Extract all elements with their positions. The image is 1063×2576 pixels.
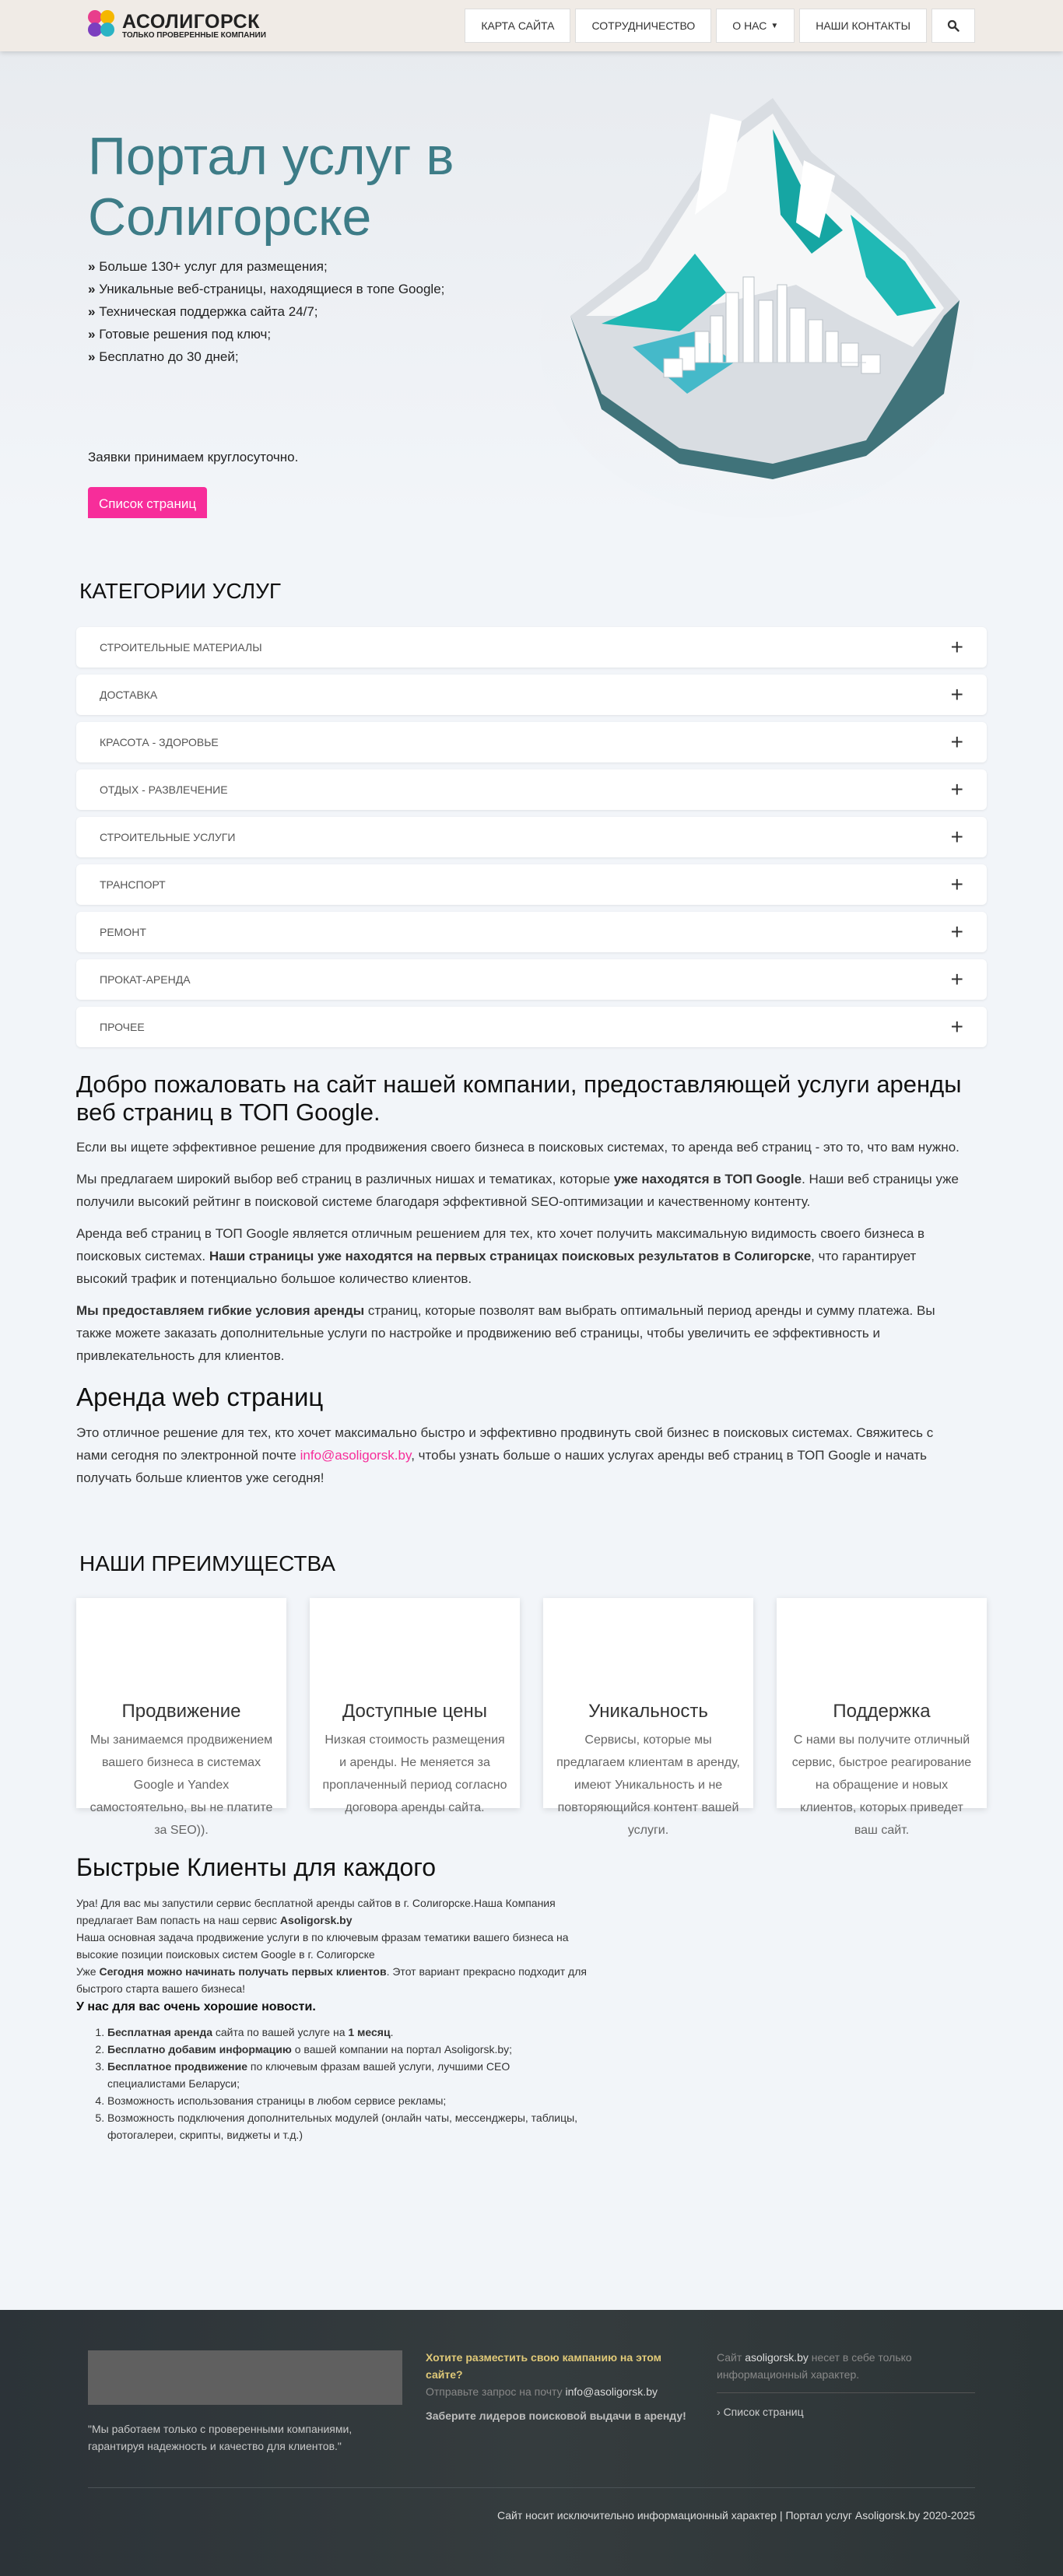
plus-icon: + bbox=[950, 635, 963, 659]
text-span: . bbox=[390, 2026, 394, 2038]
footer-divider bbox=[88, 2487, 975, 2488]
category-label: ТРАНСПОРТ bbox=[100, 878, 166, 891]
text-bold: Бесплатное продвижение bbox=[107, 2060, 247, 2073]
text-span: Отправьте запрос на почту bbox=[426, 2385, 566, 2398]
brand-tagline: ТОЛЬКО ПРОВЕРЕННЫЕ КОМПАНИИ bbox=[122, 30, 266, 40]
welcome-paragraph bbox=[76, 1299, 963, 1367]
plus-icon: + bbox=[950, 730, 963, 754]
text-span: Ура! Для вас мы запустили сервис бесплатной аренды сайтов в г. Солигорске.Наша Компания предлагает Вам попасть на наш сервис bbox=[76, 1897, 556, 1926]
welcome-title: Добро пожаловать на сайт нашей компании, предоставляющей услуги аренды веб страниц в ТОП Google. bbox=[76, 1071, 962, 1126]
footer-highlight: Хотите разместить свою кампанию на этом сайте? bbox=[426, 2351, 662, 2381]
advantage-title: Уникальность bbox=[588, 1701, 708, 1722]
footer-contact-column bbox=[426, 2349, 690, 2422]
hero-feature: » Бесплатно до 30 дней; bbox=[88, 345, 444, 368]
list-item bbox=[107, 2058, 590, 2092]
category-label: СТРОИТЕЛЬНЫЕ МАТЕРИАЛЫ bbox=[100, 641, 262, 654]
footer-logo-placeholder bbox=[88, 2350, 402, 2405]
text-span: несет в себе только информационный характер. bbox=[717, 2351, 912, 2381]
advantage-card bbox=[777, 1598, 987, 1837]
advantage-card bbox=[543, 1598, 753, 1837]
plus-icon: + bbox=[950, 872, 963, 896]
list-item bbox=[107, 2041, 590, 2058]
text-span: Возможность подключения дополнительных модулей (онлайн чаты, мессенджеры, таблицы, фотогалереи, скрипты, виджеты и т.д.) bbox=[107, 2112, 578, 2141]
logo-icon bbox=[88, 10, 119, 41]
advantage-text: С нами вы получите отличный сервис, быстрое реагирование на обращение и новых клиентов, которых приведет ваш сайт. bbox=[791, 1733, 972, 1837]
footer-copyright: Сайт носит исключительно информационный характер | Портал услуг Asoligorsk.by 2020-2025 bbox=[496, 2509, 975, 2522]
text-span: . Наши веб страницы уже получили высокий рейтинг в поисковой системе благодаря эффективной SEO-оптимизации и качественному контенту. bbox=[76, 1172, 959, 1209]
category-construction-services[interactable] bbox=[76, 817, 987, 857]
text-span: , что гарантирует высокий трафик и потенциально большое количество клиентов. bbox=[76, 1249, 917, 1286]
footer-pages-link[interactable] bbox=[717, 2406, 975, 2418]
advantages-title: НАШИ ПРЕИМУЩЕСТВА bbox=[79, 1551, 335, 1575]
text-bold: Asoligorsk.by bbox=[279, 1914, 353, 1926]
email-link[interactable]: info@asoligorsk.by bbox=[300, 1448, 412, 1463]
plus-icon: + bbox=[950, 682, 963, 706]
plus-icon: + bbox=[950, 920, 963, 944]
category-label: ПРОКАТ-АРЕНДА bbox=[100, 973, 191, 986]
text-span: Это отличное решение для тех, кто хочет максимально быстро и эффективно продвинуть свой бизнес в поисковых системах. Свяжитесь с нами сегодня по электронной почте bbox=[76, 1425, 934, 1463]
text-bold: Мы предоставляем гибкие условия аренды bbox=[76, 1303, 365, 1318]
nav-item-cooperation[interactable]: СОТРУДНИЧЕСТВО bbox=[575, 9, 711, 43]
category-leisure[interactable] bbox=[76, 769, 987, 810]
nav-item-sitemap[interactable]: КАРТА САЙТА bbox=[465, 9, 570, 43]
caret-down-icon: ▼ bbox=[770, 21, 779, 30]
text-span: . Этот вариант прекрасно подходит для быстрого старта вашего бизнеса! bbox=[76, 1965, 587, 1995]
clients-paragraph: Наша основная задача продвижение услуги в по ключевым фразам тематики вашего бизнеса на высокие позиции поисковых систем Google в г. Солигорске bbox=[76, 1931, 569, 1961]
text-span: Мы предлагаем широкий выбор веб страниц в различных нишах и тематиках, которые bbox=[76, 1172, 614, 1186]
hero-mountain-image bbox=[539, 82, 975, 518]
category-delivery[interactable] bbox=[76, 675, 987, 715]
text-bold: уже находятся в ТОП Google bbox=[613, 1172, 802, 1186]
text-bold: Наши страницы уже находятся на первых страницах поисковых результатов в Солигорске bbox=[209, 1249, 812, 1263]
list-item bbox=[107, 2109, 590, 2143]
welcome-section bbox=[76, 1071, 963, 1489]
nav-item-about[interactable] bbox=[716, 9, 795, 43]
category-transport[interactable] bbox=[76, 864, 987, 905]
advantages-section bbox=[76, 1551, 987, 1837]
hero-feature: » Готовые решения под ключ; bbox=[88, 323, 444, 345]
clients-subtitle: У нас для вас очень хорошие новости. bbox=[76, 2000, 316, 2013]
footer bbox=[0, 2310, 1063, 2576]
advantage-text: Низкая стоимость размещения и аренды. Не меняется за проплаченный период согласно договора аренды сайта. bbox=[322, 1733, 507, 1814]
plus-icon: + bbox=[950, 1015, 963, 1039]
text-span: о вашей компании на портал Asoligorsk.by; bbox=[291, 2043, 513, 2056]
text-span: , чтобы узнать больше о наших услугах аренды веб страниц в ТОП Google и начать получать больше клиентов уже сегодня! bbox=[76, 1448, 927, 1485]
chevron-right-icon: › bbox=[717, 2406, 724, 2418]
hero-feature: » Техническая поддержка сайта 24/7; bbox=[88, 300, 444, 323]
text-span: сайта по вашей услуге на bbox=[212, 2026, 349, 2038]
clients-section bbox=[76, 1853, 590, 2143]
brand-logo-link[interactable] bbox=[88, 10, 266, 41]
clients-paragraph bbox=[76, 1894, 590, 1929]
categories-accordion bbox=[76, 627, 987, 1047]
footer-quote: "Мы работаем только с проверенными компаниями, гарантируя надежность и качество для клиентов." bbox=[88, 2423, 353, 2452]
category-repair[interactable] bbox=[76, 912, 987, 952]
pages-list-button[interactable]: Список страниц bbox=[88, 487, 207, 518]
rent-paragraph bbox=[76, 1421, 963, 1489]
list-item bbox=[107, 2092, 590, 2109]
list-item bbox=[107, 2024, 590, 2041]
clients-title: Быстрые Клиенты для каждого bbox=[76, 1853, 437, 1881]
footer-email-link[interactable]: info@asoligorsk.by bbox=[565, 2385, 658, 2398]
search-icon bbox=[947, 19, 960, 32]
category-beauty-health[interactable] bbox=[76, 722, 987, 762]
nav-item-about-label: О НАС bbox=[732, 19, 767, 32]
clients-benefits-list bbox=[107, 2024, 590, 2143]
text-bold: Бесплатная аренда bbox=[107, 2026, 212, 2038]
hero-feature: » Больше 130+ услуг для размещения; bbox=[88, 255, 444, 278]
category-label: СТРОИТЕЛЬНЫЕ УСЛУГИ bbox=[100, 831, 236, 843]
text-bold: Сегодня можно начинать получать первых клиентов bbox=[99, 1965, 387, 1978]
hero-feature-list bbox=[88, 255, 444, 368]
advantage-text: Сервисы, которые мы предлагаем клиентам в аренду, имеют Уникальность и не повторяющийся контент вашей услуги. bbox=[556, 1733, 740, 1837]
advantage-card bbox=[310, 1598, 520, 1814]
advantage-text: Мы занимаемся продвижением вашего бизнеса в системах Google и Yandex самостоятельно, вы не платите за SEO)). bbox=[89, 1733, 273, 1837]
advantage-title: Доступные цены bbox=[342, 1701, 487, 1722]
category-rental[interactable] bbox=[76, 959, 987, 1000]
text-bold: 1 месяц bbox=[348, 2026, 391, 2038]
plus-icon: + bbox=[950, 777, 963, 801]
navbar bbox=[0, 0, 1063, 51]
text-span: Сайт bbox=[717, 2351, 746, 2364]
nav-item-contacts[interactable]: НАШИ КОНТАКТЫ bbox=[799, 9, 927, 43]
search-button[interactable] bbox=[931, 9, 975, 43]
rent-title: Аренда web страниц bbox=[76, 1383, 324, 1411]
text-span: Аренда веб страниц в ТОП Google является отличным решением для тех, кто хочет получить максимальную видимость своего бизнеса в поисковых системах. bbox=[76, 1226, 925, 1263]
category-other[interactable] bbox=[76, 1007, 987, 1047]
text-span: Возможность использования страницы в любом сервисе рекламы; bbox=[107, 2094, 447, 2107]
category-label: ОТДЫХ - РАЗВЛЕЧЕНИЕ bbox=[100, 783, 228, 796]
footer-site-name: asoligorsk.by bbox=[745, 2351, 809, 2364]
footer-info-column bbox=[717, 2349, 975, 2418]
category-label: ПРОЧЕЕ bbox=[100, 1021, 145, 1033]
brand-name: АСОЛИГОРСК bbox=[122, 10, 260, 33]
nav-menu bbox=[465, 9, 975, 43]
text-bold: Бесплатно добавим информацию bbox=[107, 2043, 292, 2056]
footer-pages-link-label: Список страниц bbox=[723, 2406, 804, 2418]
welcome-paragraph bbox=[76, 1168, 963, 1213]
advantage-card bbox=[76, 1598, 286, 1837]
plus-icon: + bbox=[950, 967, 963, 991]
text-span: по ключевым фразам вашей услуги, лучшими СЕО специалистами Беларуси; bbox=[107, 2060, 510, 2090]
categories-title: КАТЕГОРИИ УСЛУГ bbox=[79, 579, 282, 603]
hero bbox=[0, 51, 1063, 518]
category-building-materials[interactable] bbox=[76, 627, 987, 668]
hero-note: Заявки принимаем круглосуточно. bbox=[88, 450, 299, 464]
advantage-title: Поддержка bbox=[833, 1701, 931, 1722]
text-span: страниц, которые позволят вам выбрать оптимальный период аренды и сумму платежа. Вы также можете заказать дополнительные услуги по настройке и продвижению веб страницы, чтобы увеличить ее эффективность и привлекательность для клиентов. bbox=[76, 1303, 935, 1363]
footer-slogan: Заберите лидеров поисковой выдачи в аренду! bbox=[426, 2410, 686, 2422]
hero-title: Портал услуг в Солигорске bbox=[88, 127, 454, 247]
category-label: КРАСОТА - ЗДОРОВЬЕ bbox=[100, 736, 219, 748]
categories-section bbox=[76, 518, 987, 2143]
welcome-paragraph bbox=[76, 1222, 963, 1290]
category-label: ДОСТАВКА bbox=[100, 689, 158, 701]
advantage-title: Продвижение bbox=[121, 1701, 241, 1722]
footer-send-request bbox=[426, 2383, 690, 2400]
hero-feature: » Уникальные веб-страницы, находящиеся в топе Google; bbox=[88, 278, 444, 300]
clients-paragraph bbox=[76, 1963, 590, 1997]
advantages-grid bbox=[76, 1598, 987, 1837]
plus-icon: + bbox=[950, 825, 963, 849]
category-label: РЕМОНТ bbox=[100, 926, 146, 938]
text-span: Уже bbox=[76, 1965, 100, 1978]
footer-info bbox=[717, 2349, 975, 2393]
welcome-paragraph: Если вы ищете эффективное решение для продвижения своего бизнеса в поисковых системах, то аренда веб страниц - это то, что вам нужно. bbox=[76, 1140, 960, 1155]
